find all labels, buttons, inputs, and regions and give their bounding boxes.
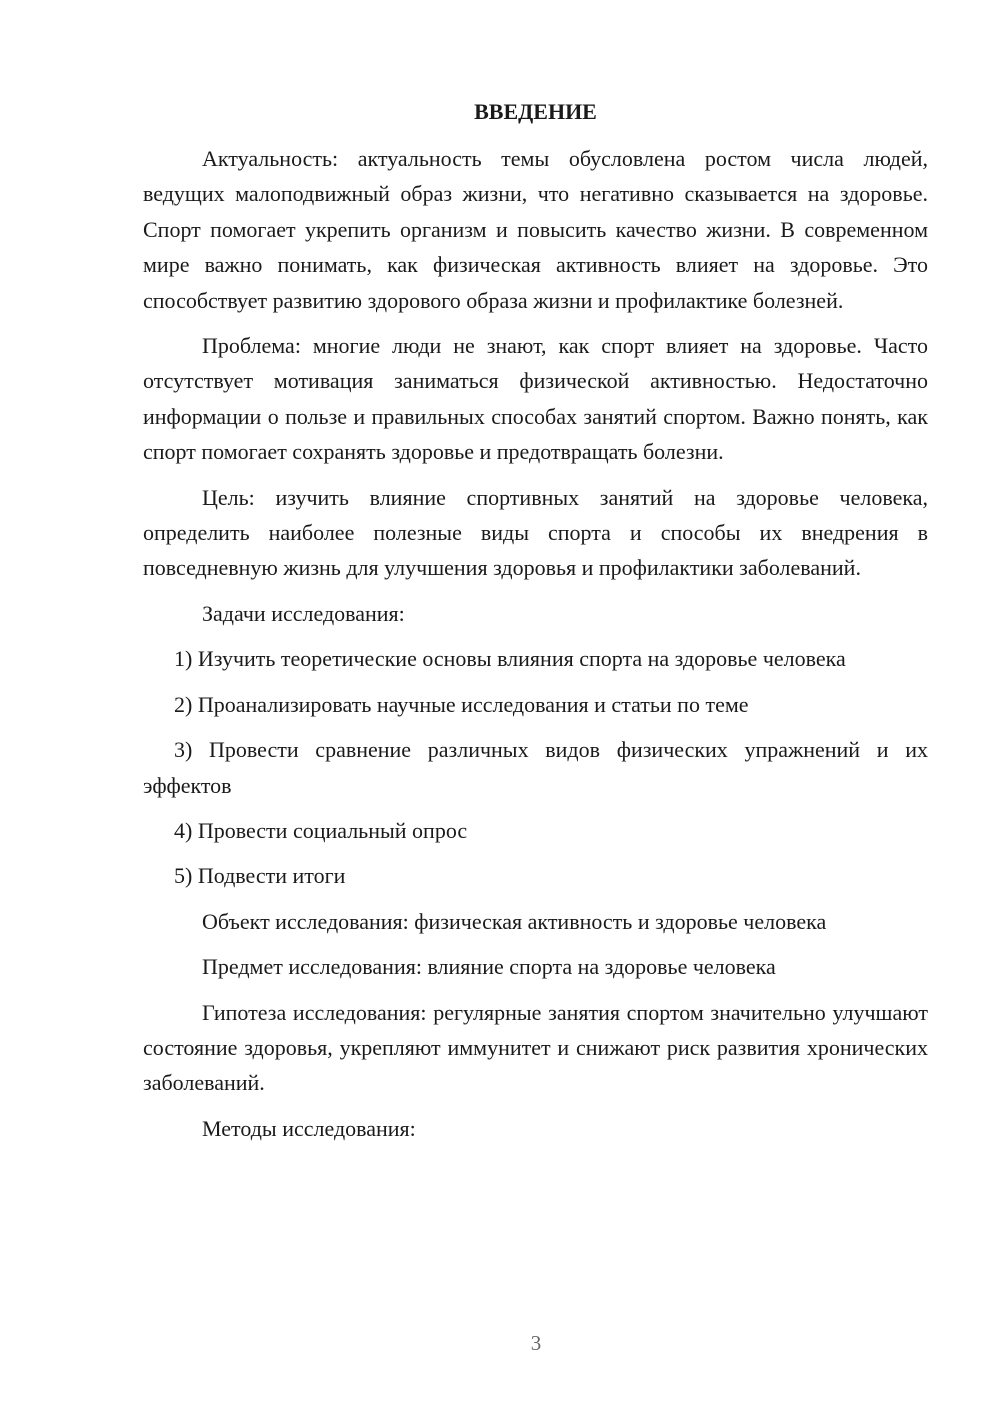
goal-paragraph: Цель: изучить влияние спортивных занятий на здоровье человека, определить наиболее полезные виды спорта и способы их внедрения в повседневную жизнь для улучшения здоровья и профилактики заболеваний.: [143, 484, 928, 581]
hypothesis-paragraph: Гипотеза исследования: регулярные занятия спортом значительно улучшают состояние здоровья, укрепляют иммунитет и снижают риск развития хронических заболеваний.: [143, 999, 928, 1096]
document-page: [143, 94, 928, 1156]
tasks-heading: Задачи исследования:: [202, 600, 405, 626]
problem-paragraph: Проблема: многие люди не знают, как спорт влияет на здоровье. Часто отсутствует мотивация заниматься физической активностью. Недостаточно информации о пользе и правильных способах занятий спортом. Важно понять, как спорт помогает сохранять здоровье и предотвращать болезни.: [143, 333, 928, 465]
task-item-1: 1) Изучить теоретические основы влияния спорта на здоровье человека: [174, 646, 846, 672]
page-number: 3: [530, 1331, 542, 1355]
section-title: ВВЕДЕНИЕ: [474, 99, 597, 124]
object-paragraph: Объект исследования: физическая активность и здоровье человека: [202, 908, 827, 934]
task-item-3: 3) Провести сравнение различных видов физических упражнений и их эффектов: [143, 737, 928, 798]
task-item-4: 4) Провести социальный опрос: [174, 817, 468, 843]
subject-paragraph: Предмет исследования: влияние спорта на здоровье человека: [202, 954, 776, 980]
task-item-2: 2) Проанализировать научные исследования и статьи по теме: [174, 691, 749, 717]
methods-heading: Методы исследования:: [202, 1115, 416, 1141]
task-item-5: 5) Подвести итоги: [174, 863, 346, 889]
relevance-paragraph: Актуальность: актуальность темы обусловлена ростом числа людей, ведущих малоподвижный образ жизни, что негативно сказывается на здоровье. Спорт помогает укрепить организм и повысить качество жизни. В современном мире важно понимать, как физическая активность влияет на здоровье. Это способствует развитию здорового образа жизни и профилактике болезней.: [143, 146, 928, 313]
